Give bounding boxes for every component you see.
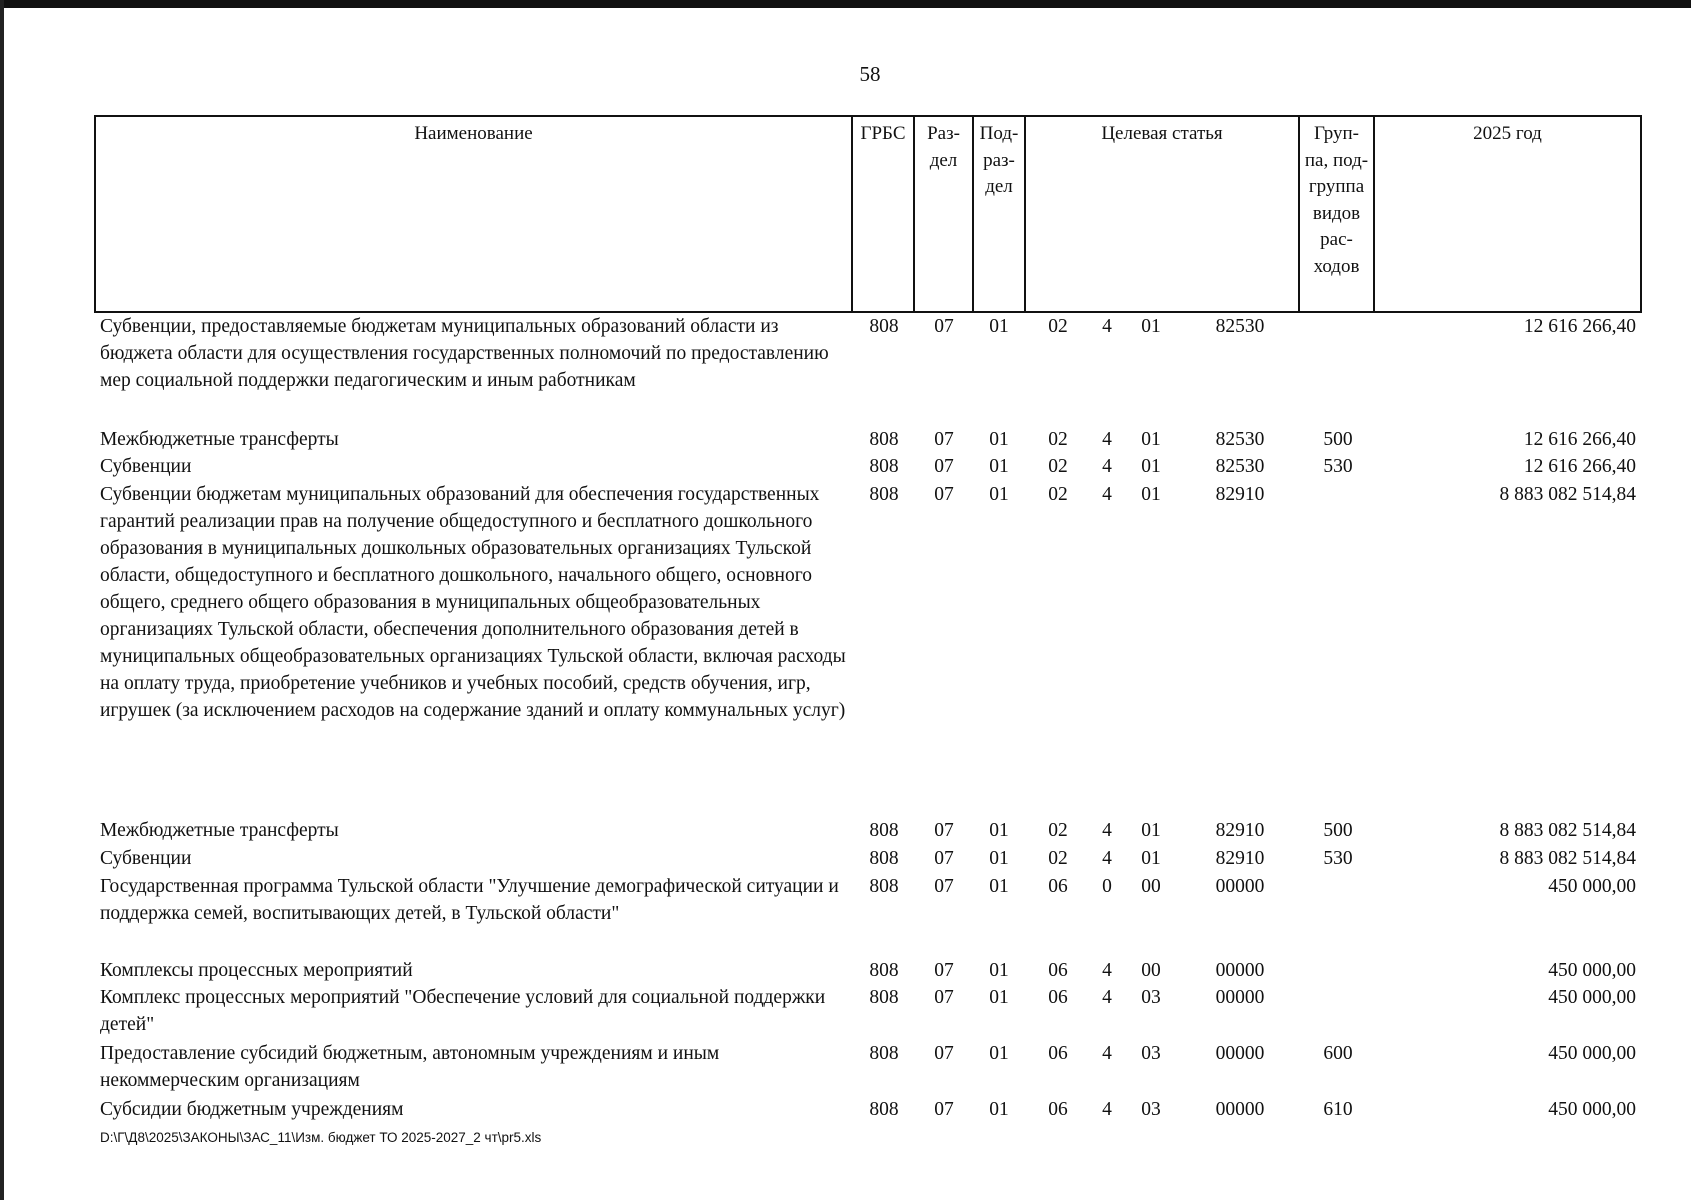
row-razdel: 07 <box>934 1099 954 1120</box>
row-program: 02 <box>1048 456 1068 477</box>
row-razdel: 07 <box>934 960 954 981</box>
row-name: Межбюджетные трансферты <box>100 429 339 450</box>
row-expense-group: 500 <box>1323 820 1353 841</box>
row-subprogram: 4 <box>1102 960 1112 981</box>
row-razdel: 07 <box>934 848 954 869</box>
row-subprogram: 4 <box>1102 429 1112 450</box>
row-subprogram: 4 <box>1102 484 1112 505</box>
row-amount: 8 883 082 514,84 <box>1499 848 1636 869</box>
row-name: Субвенции <box>100 456 192 477</box>
header-podrazdel: Под- раз- дел <box>979 123 1019 197</box>
row-program: 06 <box>1048 876 1068 897</box>
row-expense-group: 610 <box>1323 1099 1353 1120</box>
row-expense-group: 500 <box>1323 429 1353 450</box>
row-direction: 82530 <box>1215 316 1265 337</box>
row-grbs: 808 <box>869 316 899 337</box>
row-amount: 8 883 082 514,84 <box>1499 820 1636 841</box>
row-razdel: 07 <box>934 1043 954 1064</box>
header-expense-group: Груп- па, под- группа видов рас- ходов <box>1304 123 1369 277</box>
row-grbs: 808 <box>869 429 899 450</box>
row-program: 06 <box>1048 1099 1068 1120</box>
row-direction: 82530 <box>1215 429 1265 450</box>
row-grbs: 808 <box>869 456 899 477</box>
header-razdel: Раз- дел <box>927 123 960 171</box>
row-direction: 82530 <box>1215 456 1265 477</box>
header-name: Наименование <box>414 123 533 144</box>
row-podrazdel: 01 <box>989 960 1009 981</box>
row-razdel: 07 <box>934 456 954 477</box>
row-event: 03 <box>1141 1043 1161 1064</box>
row-podrazdel: 01 <box>989 429 1009 450</box>
row-name: Субвенции <box>100 848 192 869</box>
row-grbs: 808 <box>869 820 899 841</box>
row-podrazdel: 01 <box>989 1043 1009 1064</box>
row-program: 02 <box>1048 820 1068 841</box>
row-program: 02 <box>1048 429 1068 450</box>
row-podrazdel: 01 <box>989 1099 1009 1120</box>
row-direction: 82910 <box>1215 484 1265 505</box>
row-grbs: 808 <box>869 1043 899 1064</box>
row-program: 02 <box>1048 848 1068 869</box>
row-razdel: 07 <box>934 484 954 505</box>
row-event: 01 <box>1141 316 1161 337</box>
row-amount: 450 000,00 <box>1548 876 1636 897</box>
row-subprogram: 0 <box>1102 876 1112 897</box>
row-event: 00 <box>1141 876 1161 897</box>
row-direction: 00000 <box>1215 876 1265 897</box>
row-name: Субвенции бюджетам муниципальных образований для обеспечения государственных гарантий реализации прав на получение общедоступного и бесплатного дошкольного образования в муниципальных дошкольных образовательных организациях Тульской области, общедоступного и бесплатного дошкольного, начального общего, основного общего, среднего общего образования в муниципальных общеобразовательных организациях Тульской области, обеспечения дополнительного образования детей в муниципальных общеобразовательных организациях Тульской области, включая расходы на оплату труда, приобретение учебников и учебных пособий, средств обучения, игр, игрушек (за исключением расходов на содержание зданий и оплату коммунальных услуг) <box>100 484 846 721</box>
row-event: 01 <box>1141 848 1161 869</box>
row-direction: 00000 <box>1215 960 1265 981</box>
row-razdel: 07 <box>934 316 954 337</box>
row-podrazdel: 01 <box>989 987 1009 1008</box>
row-event: 01 <box>1141 456 1161 477</box>
row-amount: 450 000,00 <box>1548 987 1636 1008</box>
row-amount: 12 616 266,40 <box>1523 456 1636 477</box>
row-expense-group: 600 <box>1323 1043 1353 1064</box>
row-name: Субвенции, предоставляемые бюджетам муниципальных образований области из бюджета области для осуществления государственных полномочий по предоставлению мер социальной поддержки педагогическим и иным работникам <box>100 316 829 391</box>
row-subprogram: 4 <box>1102 820 1112 841</box>
row-grbs: 808 <box>869 987 899 1008</box>
row-direction: 00000 <box>1215 987 1265 1008</box>
row-grbs: 808 <box>869 876 899 897</box>
row-grbs: 808 <box>869 1099 899 1120</box>
row-name: Предоставление субсидий бюджетным, автономным учреждениям и иным некоммерческим организациям <box>100 1043 720 1091</box>
row-program: 06 <box>1048 987 1068 1008</box>
row-direction: 82910 <box>1215 848 1265 869</box>
row-expense-group: 530 <box>1323 848 1353 869</box>
row-event: 01 <box>1141 820 1161 841</box>
row-subprogram: 4 <box>1102 1099 1112 1120</box>
row-direction: 00000 <box>1215 1043 1265 1064</box>
row-expense-group: 530 <box>1323 456 1353 477</box>
row-podrazdel: 01 <box>989 820 1009 841</box>
row-amount: 8 883 082 514,84 <box>1499 484 1636 505</box>
row-event: 03 <box>1141 987 1161 1008</box>
row-podrazdel: 01 <box>989 456 1009 477</box>
row-grbs: 808 <box>869 484 899 505</box>
header-grbs: ГРБС <box>860 123 906 144</box>
row-name: Субсидии бюджетным учреждениям <box>100 1099 404 1120</box>
row-direction: 82910 <box>1215 820 1265 841</box>
row-event: 01 <box>1141 484 1161 505</box>
row-event: 00 <box>1141 960 1161 981</box>
row-podrazdel: 01 <box>989 876 1009 897</box>
row-program: 02 <box>1048 316 1068 337</box>
row-subprogram: 4 <box>1102 456 1112 477</box>
row-event: 01 <box>1141 429 1161 450</box>
row-name: Межбюджетные трансферты <box>100 820 339 841</box>
row-subprogram: 4 <box>1102 1043 1112 1064</box>
row-razdel: 07 <box>934 987 954 1008</box>
row-grbs: 808 <box>869 960 899 981</box>
row-razdel: 07 <box>934 429 954 450</box>
row-name: Комплекс процессных мероприятий "Обеспечение условий для социальной поддержки детей" <box>100 987 826 1035</box>
row-name: Государственная программа Тульской области "Улучшение демографической ситуации и поддержка семей, воспитывающих детей, в Тульской области" <box>100 876 839 924</box>
row-amount: 450 000,00 <box>1548 1043 1636 1064</box>
row-amount: 450 000,00 <box>1548 960 1636 981</box>
row-subprogram: 4 <box>1102 848 1112 869</box>
row-program: 06 <box>1048 960 1068 981</box>
row-podrazdel: 01 <box>989 848 1009 869</box>
row-amount: 450 000,00 <box>1548 1099 1636 1120</box>
row-razdel: 07 <box>934 820 954 841</box>
row-podrazdel: 01 <box>989 316 1009 337</box>
row-subprogram: 4 <box>1102 316 1112 337</box>
header-target-article: Целевая статья <box>1101 123 1223 144</box>
page-number: 58 <box>859 62 881 86</box>
footer-file-path: D:\Г\Д8\2025\ЗАКОНЫ\ЗАС_11\Изм. бюджет ТО 2025-2027_2 чт\pr5.xls <box>100 1130 542 1145</box>
header-year: 2025 год <box>1473 123 1542 144</box>
row-amount: 12 616 266,40 <box>1523 316 1636 337</box>
row-podrazdel: 01 <box>989 484 1009 505</box>
row-event: 03 <box>1141 1099 1161 1120</box>
row-grbs: 808 <box>869 848 899 869</box>
row-program: 06 <box>1048 1043 1068 1064</box>
row-razdel: 07 <box>934 876 954 897</box>
row-amount: 12 616 266,40 <box>1523 429 1636 450</box>
row-program: 02 <box>1048 484 1068 505</box>
row-name: Комплексы процессных мероприятий <box>100 960 413 981</box>
row-direction: 00000 <box>1215 1099 1265 1120</box>
row-subprogram: 4 <box>1102 987 1112 1008</box>
